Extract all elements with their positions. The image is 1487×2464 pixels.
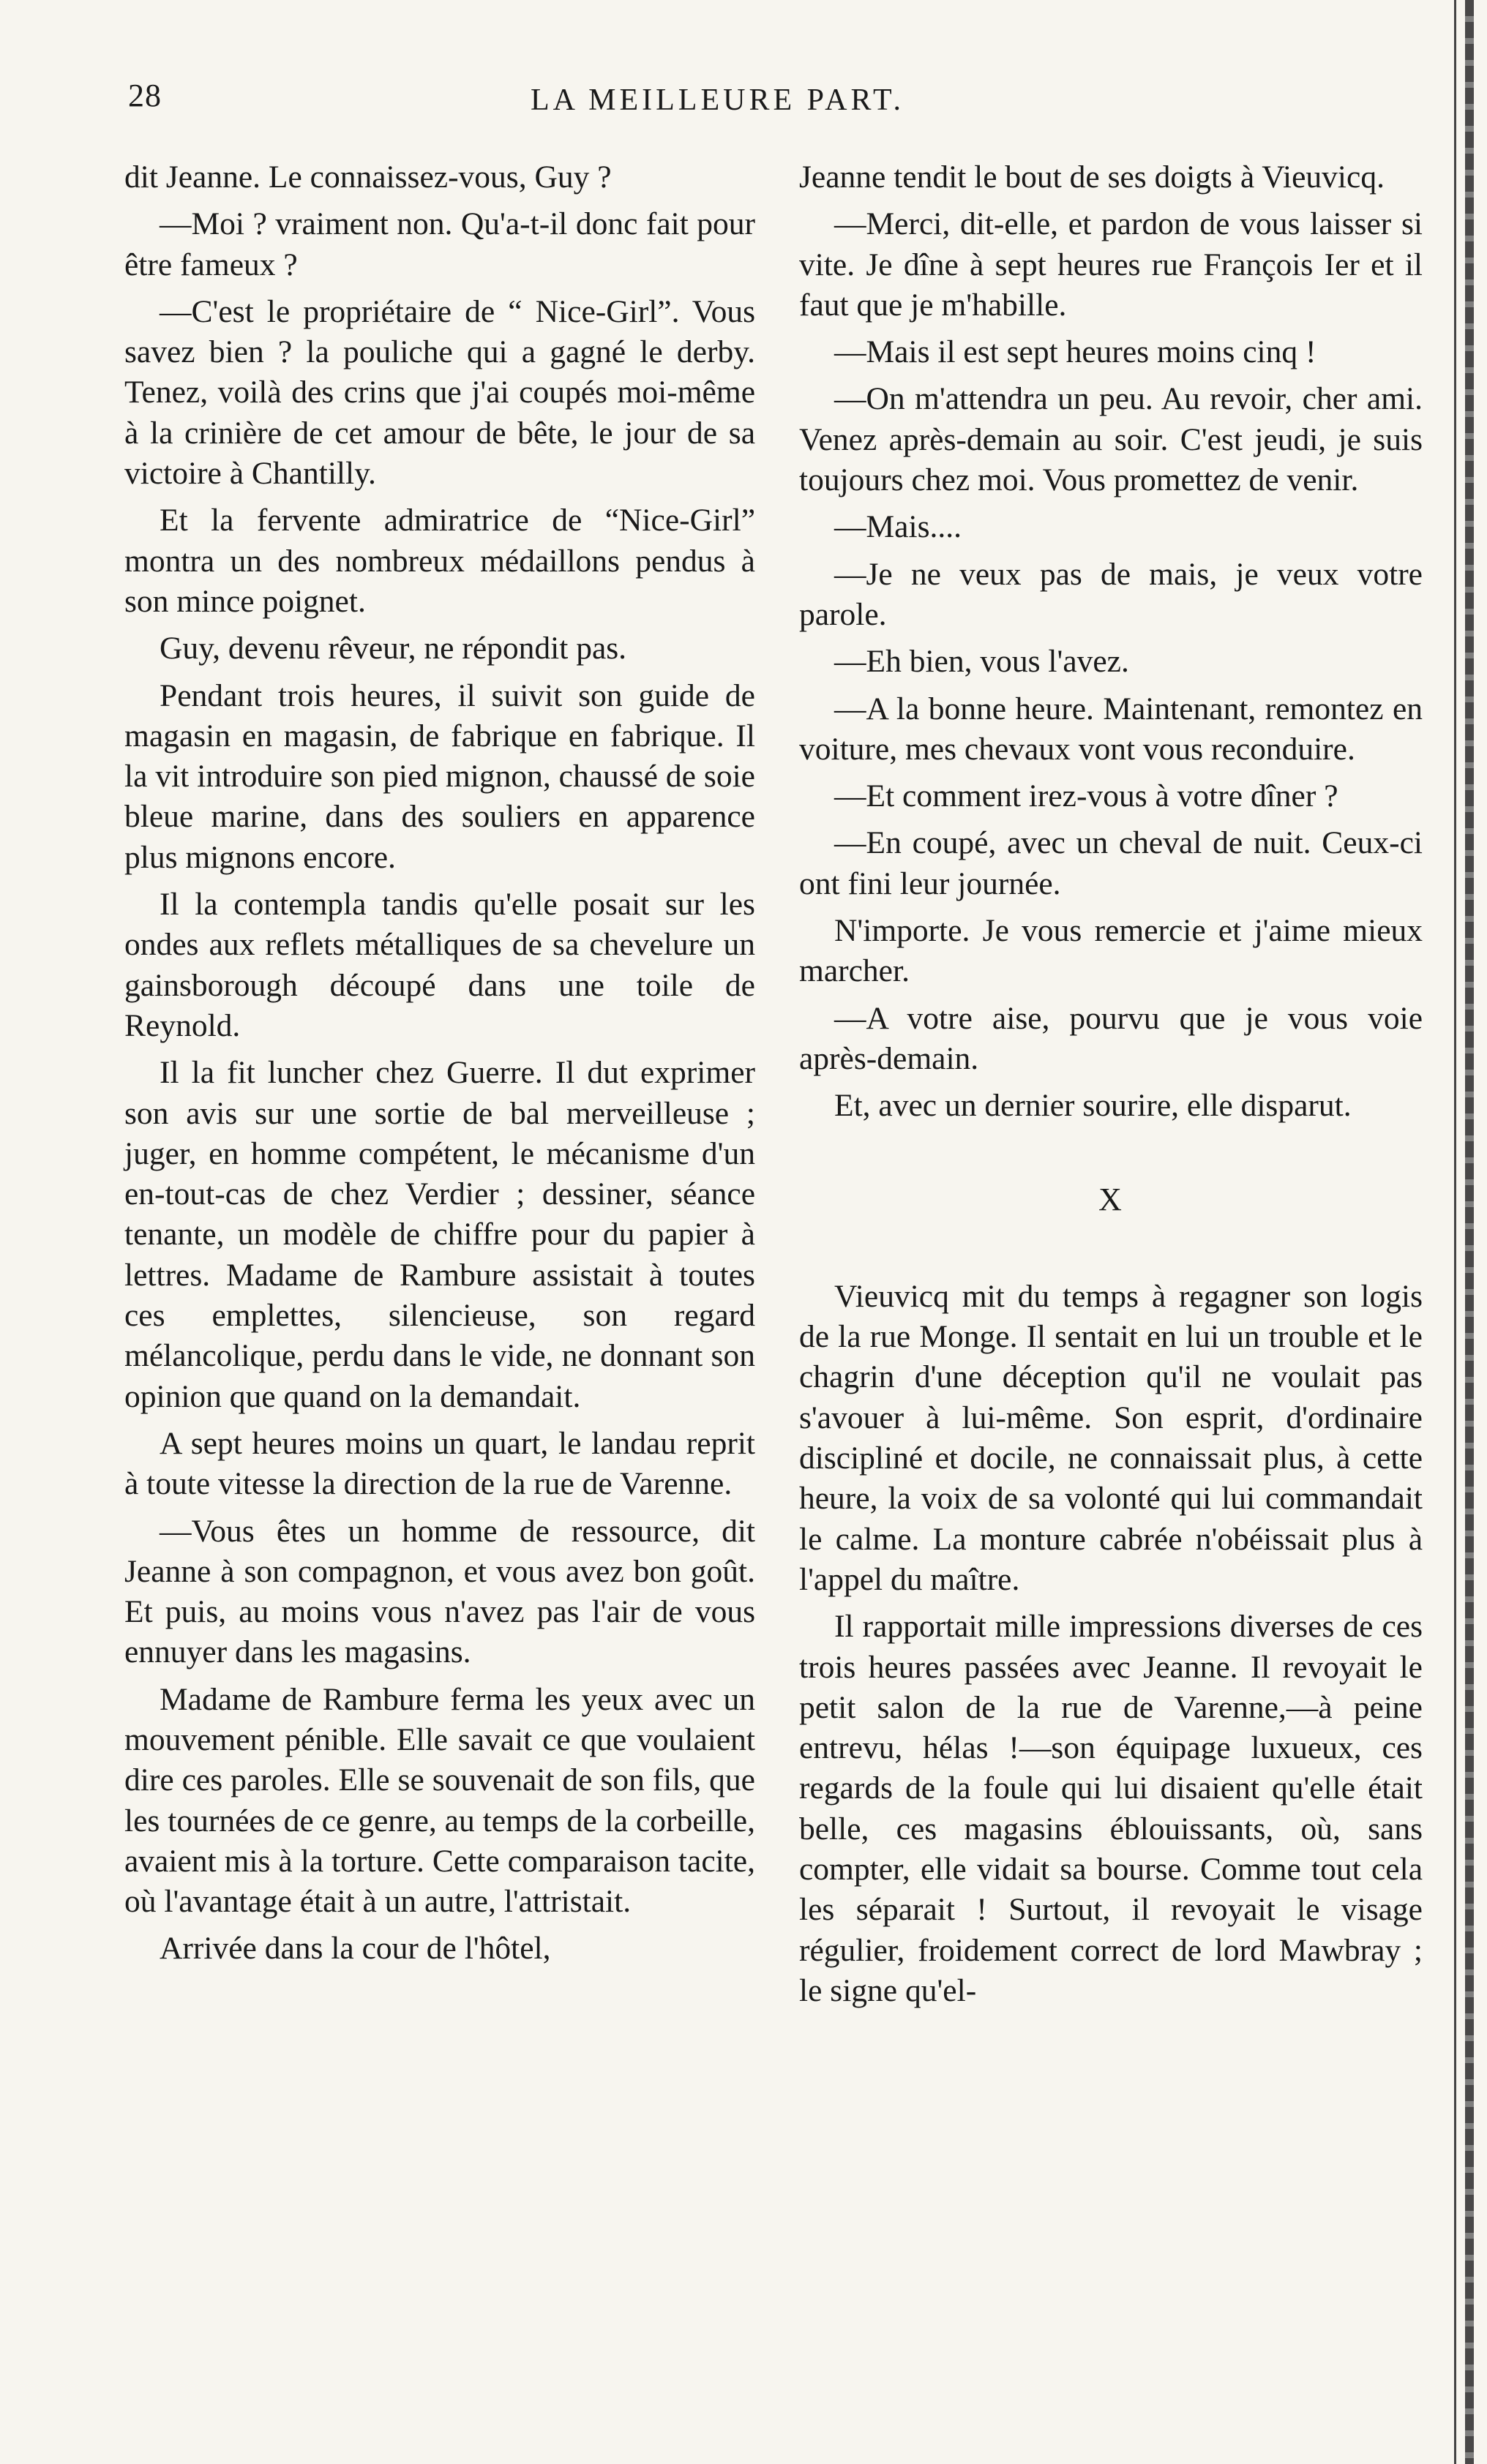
paragraph: —Je ne veux pas de mais, je veux votre parole. [799,556,1423,632]
paragraph: A sept heures moins un quart, le landau reprit à toute vitesse la direction de la rue de Varenne. [124,1425,755,1502]
paragraph: dit Jeanne. Le connaissez-vous, Guy ? [124,159,612,195]
paragraph: —Eh bien, vous l'avez. [834,644,1129,680]
chapter-heading: X [1098,1181,1123,1217]
paragraph: —Moi ? vraiment non. Qu'a-t-il donc fait pour être fameux ? [124,206,755,282]
paragraph: Guy, devenu rêveur, ne répondit pas. [160,631,627,666]
paragraph: —A votre aise, pourvu que je vous voie après-demain. [799,1000,1423,1076]
paragraph: Il la contempla tandis qu'elle posait sur les ondes aux reflets métalliques de sa chevelure un gainsborough découpé dans une toile de Reynold. [124,887,755,1043]
scan-edge-line [1454,0,1456,2464]
paragraph: Vieuvicq mit du temps à regagner son logis de la rue Monge. Il sentait en lui un trouble et le chagrin d'une déception qu'il ne voulait pas s'avouer à lui-même. Son esprit, d'ordinaire discipliné et docile, ne connaissait plus, à cette heure, la voix de sa volonté qui lui commandait le calme. La monture cabrée n'obéissait plus à l'appel du maître. [799,1278,1423,1597]
left-column [124,157,755,1976]
paragraph: Et, avec un dernier sourire, elle disparut. [834,1088,1352,1124]
running-title: LA MEILLEURE PART. [531,83,904,117]
page-header [121,77,1431,135]
paragraph: Jeanne tendit le bout de ses doigts à Vieuvicq. [799,159,1385,195]
paragraph: —Mais il est sept heures moins cinq ! [834,334,1316,370]
paragraph: Madame de Rambure ferma les yeux avec un mouvement pénible. Elle savait ce que voulaient dire ces paroles. Elle se souvenait de son fils, que les tournées de ce genre, au temps de la corbeille, avaient mis à la torture. Cette comparaison tacite, où l'avantage était à un autre, l'attristait. [124,1681,755,1920]
paragraph: Il la fit luncher chez Guerre. Il dut exprimer son avis sur une sortie de bal merveilleuse ; juger, en homme compétent, le mécanisme d'un en-tout-cas de chez Verdier ; dessiner, séance tenante, un modèle de chiffre pour du papier à lettres. Madame de Rambure assistait à toutes ces emplettes, silencieuse, son regard mélancolique, perdu dans le vide, ne donnant son opinion que quand on la demandait. [124,1055,755,1414]
page-number: 28 [128,78,162,113]
paragraph: —Et comment irez-vous à votre dîner ? [834,778,1338,814]
paragraph: —En coupé, avec un cheval de nuit. Ceux-ci ont fini leur journée. [799,825,1423,901]
paragraph: —Merci, dit-elle, et pardon de vous laisser si vite. Je dîne à sept heures rue François Ier et il faut que je m'habille. [799,206,1423,323]
paragraph: —A la bonne heure. Maintenant, remontez en voiture, mes chevaux vont vous reconduire. [799,691,1423,767]
paragraph: N'importe. Je vous remercie et j'aime mieux marcher. [799,913,1423,989]
paragraph: Arrivée dans la cour de l'hôtel, [160,1931,551,1967]
paragraph: —On m'attendra un peu. Au revoir, cher ami. Venez après-demain au soir. C'est jeudi, je suis toujours chez moi. Vous promettez de venir. [799,381,1423,498]
right-column [799,157,1423,2018]
paragraph: Il rapportait mille impressions diverses de ces trois heures passées avec Jeanne. Il revoyait le petit salon de la rue de Varenne,—à peine entrevu, hélas !—son équipage luxueux, ces regards de la foule qui lui disaient qu'elle était belle, ces magasins éblouissants, où, sans compter, elle vidait sa bourse. Comme tout cela les séparait ! Surtout, il revoyait le visage régulier, froidement correct de lord Mawbray ; le signe qu'el- [799,1609,1423,2008]
paragraph: —C'est le propriétaire de “ Nice-Girl”. Vous savez bien ? la pouliche qui a gagné le derby. Tenez, voilà des crins que j'ai coupés moi-même à la crinière de cet amour de bête, le jour de sa victoire à Chantilly. [124,293,755,492]
paragraph: —Vous êtes un homme de ressource, dit Jeanne à son compagnon, et vous avez bon goût. Et puis, au moins vous n'avez pas l'air de vous ennuyer dans les magasins. [124,1513,755,1670]
paragraph: —Mais.... [834,509,962,545]
paragraph: Et la fervente admiratrice de “Nice-Girl” montra un des nombreux médaillons pendus à son mince poignet. [124,503,755,619]
paragraph: Pendant trois heures, il suivit son guide de magasin en magasin, de fabrique en fabrique. Il la vit introduire son pied mignon, chaussé de soie bleue marine, dans des souliers en apparence plus mignons encore. [124,677,755,875]
scan-edge-binding [1465,0,1474,2464]
